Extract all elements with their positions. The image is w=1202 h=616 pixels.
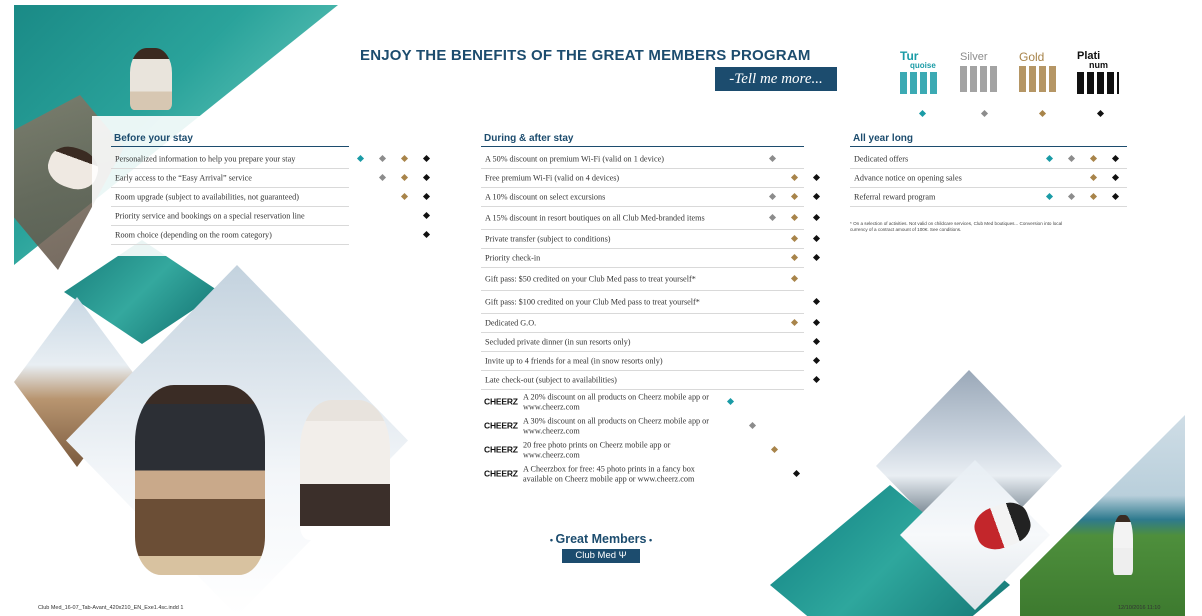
during-row-text: A 10% discount on select excursions [485, 192, 606, 202]
tier-marker-platinum [423, 231, 430, 238]
tier-marker-turquoise [1046, 155, 1053, 162]
before-row-text: Room choice (depending on the room category) [115, 230, 272, 240]
during-row-text: A 50% discount on premium Wi-Fi (valid on 1 device) [485, 154, 664, 164]
allyear-tier-markers [1047, 174, 1135, 182]
during-row-text: Secluded private dinner (in sun resorts only) [485, 337, 631, 347]
tier-marker-platinum [793, 470, 800, 477]
tier-badges [900, 49, 1125, 122]
tier-silver-label: Silver [960, 51, 988, 63]
page-title: ENJOY THE BENEFITS OF THE GREAT MEMBERS PROGRAM [360, 47, 811, 64]
tier-gold-badge [1019, 52, 1064, 98]
tier-marker-platinum [813, 214, 820, 221]
before-tier-markers [358, 193, 446, 201]
before-row [111, 150, 349, 169]
tier-marker-platinum [813, 357, 820, 364]
during-row [481, 188, 804, 207]
tier-turquoise-icons [900, 72, 940, 94]
before-tier-markers [358, 231, 446, 239]
allyear-row [850, 169, 1127, 188]
during-tier-markers [748, 298, 836, 306]
tier-platinum-icons [1077, 72, 1119, 94]
cheerz-logo: CHEERZ [484, 468, 518, 479]
tier-silver-icons [960, 66, 1000, 92]
tier-marker-silver [1068, 155, 1075, 162]
during-tier-markers [748, 357, 836, 365]
allyear-row [850, 150, 1127, 169]
tier-platinum-label-1: Plati [1077, 50, 1101, 62]
during-row [481, 268, 804, 291]
before-tier-markers [358, 212, 446, 220]
tier-marker-gold [1090, 174, 1097, 181]
allyear-row-text: Advance notice on opening sales [854, 173, 962, 183]
tier-marker-platinum [1112, 155, 1119, 162]
cheerz-row [481, 414, 731, 438]
print-date-info: 12/10/2016 11:10 [1118, 605, 1161, 611]
sled-riders-figure [135, 385, 265, 575]
tier-marker-platinum [1112, 174, 1119, 181]
during-row [481, 230, 804, 249]
during-tier-markers [748, 193, 836, 201]
during-row-text: Priority check-in [485, 253, 541, 263]
during-row [481, 352, 804, 371]
during-row-text: Invite up to 4 friends for a meal (in snow resorts only) [485, 356, 663, 366]
allyear-tier-markers [1047, 155, 1135, 163]
during-tier-markers [748, 376, 836, 384]
tier-gold-icons [1019, 66, 1059, 92]
tier-marker-platinum [813, 376, 820, 383]
allyear-tier-markers [1047, 193, 1135, 201]
before-row-text: Personalized information to help you prepare your stay [115, 154, 296, 164]
during-row [481, 371, 804, 390]
allyear-heading: All year long [850, 133, 1127, 147]
allyear-row-text: Referral reward program [854, 192, 936, 202]
cheerz-logo: CHEERZ [484, 396, 518, 407]
tier-marker-gold [791, 193, 798, 200]
tier-marker-silver [1068, 193, 1075, 200]
during-row [481, 249, 804, 268]
tier-marker-platinum [423, 174, 430, 181]
before-row [111, 169, 349, 188]
cheerz-row [481, 462, 731, 486]
during-tier-markers [748, 235, 836, 243]
golf-course-photo [1020, 415, 1185, 616]
during-row-text: Free premium Wi-Fi (valid on 4 devices) [485, 173, 620, 183]
during-tier-markers [748, 338, 836, 346]
tier-marker-silver [769, 193, 776, 200]
bullet-right: • [646, 535, 653, 545]
tier-marker-gold [791, 254, 798, 261]
cheerz-tier-markers [728, 398, 816, 406]
tier-turquoise-label-2: quoise [910, 61, 936, 70]
tier-marker-silver [769, 214, 776, 221]
club-med-logo [562, 549, 640, 563]
man-on-pier-figure [130, 48, 172, 110]
before-row-text: Priority service and bookings on a special reservation line [115, 211, 305, 221]
tier-marker-platinum [423, 155, 430, 162]
tier-marker-gold [401, 193, 408, 200]
cheerz-tier-markers [728, 446, 816, 454]
bullet-left: • [549, 535, 556, 545]
cheerz-tier-markers [728, 422, 816, 430]
during-row-text: Dedicated G.O. [485, 318, 537, 328]
before-tier-markers [358, 155, 446, 163]
woman-jumping-figure [300, 400, 390, 540]
during-row-text: Gift pass: $50 credited on your Club Med pass to treat yourself* [485, 274, 696, 284]
tell-me-more-button[interactable] [715, 67, 837, 91]
during-row [481, 169, 804, 188]
cheerz-row [481, 438, 731, 462]
during-row [481, 207, 804, 230]
tier-marker-turquoise [357, 155, 364, 162]
cheerz-row-text: A 20% discount on all products on Cheerz mobile app or www.cheerz.com [523, 392, 710, 411]
tier-marker-platinum [813, 254, 820, 261]
before-row [111, 207, 349, 226]
before-row [111, 226, 349, 245]
before-row-text: Room upgrade (subject to availabilities, not guaranteed) [115, 192, 299, 202]
great-members-tagline: Great Members [555, 532, 647, 546]
cheerz-logo: CHEERZ [484, 420, 518, 431]
tier-turquoise-label-1: Tur [900, 49, 919, 63]
before-tier-markers [358, 174, 446, 182]
tier-platinum-label-2: num [1089, 60, 1108, 70]
cheerz-row [481, 390, 731, 414]
tier-marker-platinum [813, 338, 820, 345]
tier-marker-gold [1090, 193, 1097, 200]
great-members-row [536, 532, 666, 546]
tier-marker-platinum [813, 319, 820, 326]
during-row-text: Private transfer (subject to conditions) [485, 234, 611, 244]
tier-marker-turquoise [1046, 193, 1053, 200]
tier-turquoise-badge [900, 49, 945, 98]
tier-marker-gold [401, 174, 408, 181]
tier-platinum-badge [1077, 52, 1125, 98]
tier-silver-badge [960, 52, 1005, 98]
club-med-logo-text: Club Med [575, 550, 617, 561]
allyear-row [850, 188, 1127, 207]
during-heading: During & after stay [481, 133, 804, 147]
tier-marker-silver [379, 155, 386, 162]
during-row [481, 291, 804, 314]
during-row [481, 333, 804, 352]
tell-me-more-label: -Tell me more... [729, 70, 823, 87]
tier-marker-platinum [1112, 193, 1119, 200]
tier-marker-gold [791, 235, 798, 242]
tier-marker-turquoise [727, 398, 734, 405]
tier-marker-gold [401, 155, 408, 162]
tier-platinum-marker [1097, 110, 1104, 117]
during-tier-markers [748, 254, 836, 262]
during-tier-markers [748, 319, 836, 327]
tier-marker-platinum [813, 193, 820, 200]
before-row [111, 188, 349, 207]
tier-marker-platinum [813, 235, 820, 242]
tier-marker-gold [791, 174, 798, 181]
footnote: * On a selection of activities. Not valid on childcare services, Club Med boutiques... Conversion into local currency of a contract amount of 100€. See conditions. [850, 221, 1063, 232]
during-row-text: Late check-out (subject to availabilities) [485, 375, 617, 385]
great-members-brand [536, 532, 666, 563]
during-row-text: A 15% discount in resort boutiques on all Club Med-branded items [485, 213, 705, 223]
cheerz-row-text: A 30% discount on all products on Cheerz mobile app or www.cheerz.com [523, 416, 710, 435]
tier-marker-platinum [423, 212, 430, 219]
during-tier-markers [748, 174, 836, 182]
tier-silver-marker [981, 110, 988, 117]
tier-marker-gold [771, 446, 778, 453]
during-row [481, 150, 804, 169]
cheerz-row-text: A Cheerzbox for free: 45 photo prints in a fancy box available on Cheerz mobile app or www.cheerz.com [523, 464, 695, 483]
cheerz-logo: CHEERZ [484, 444, 518, 455]
before-row-text: Early access to the “Easy Arrival” service [115, 173, 252, 183]
tier-marker-silver [379, 174, 386, 181]
trident-icon: Ψ [616, 550, 627, 561]
tier-marker-gold [791, 319, 798, 326]
tier-marker-gold [1090, 155, 1097, 162]
tier-marker-gold [791, 214, 798, 221]
during-row-text: Gift pass: $100 credited on your Club Med pass to treat yourself* [485, 297, 700, 307]
during-tier-markers [748, 155, 836, 163]
cheerz-row-text: 20 free photo prints on Cheerz mobile app or www.cheerz.com [523, 440, 671, 459]
during-tier-markers [748, 214, 836, 222]
print-file-info: Club Med_16-07_Tab-Avant_420x210_EN_Exe1.4sc.indd 1 [38, 605, 184, 611]
during-tier-markers [748, 275, 836, 283]
tier-marker-platinum [813, 174, 820, 181]
cheerz-tier-markers [728, 470, 816, 478]
tier-marker-silver [749, 422, 756, 429]
tier-marker-platinum [423, 193, 430, 200]
tier-marker-platinum [813, 298, 820, 305]
tier-marker-gold [791, 275, 798, 282]
allyear-row-text: Dedicated offers [854, 154, 909, 164]
golfer-figure [1113, 515, 1133, 575]
before-heading: Before your stay [111, 133, 349, 147]
during-row [481, 314, 804, 333]
tier-gold-marker [1039, 110, 1046, 117]
tier-gold-label: Gold [1019, 50, 1045, 64]
tier-turquoise-marker [919, 110, 926, 117]
tier-marker-silver [769, 155, 776, 162]
